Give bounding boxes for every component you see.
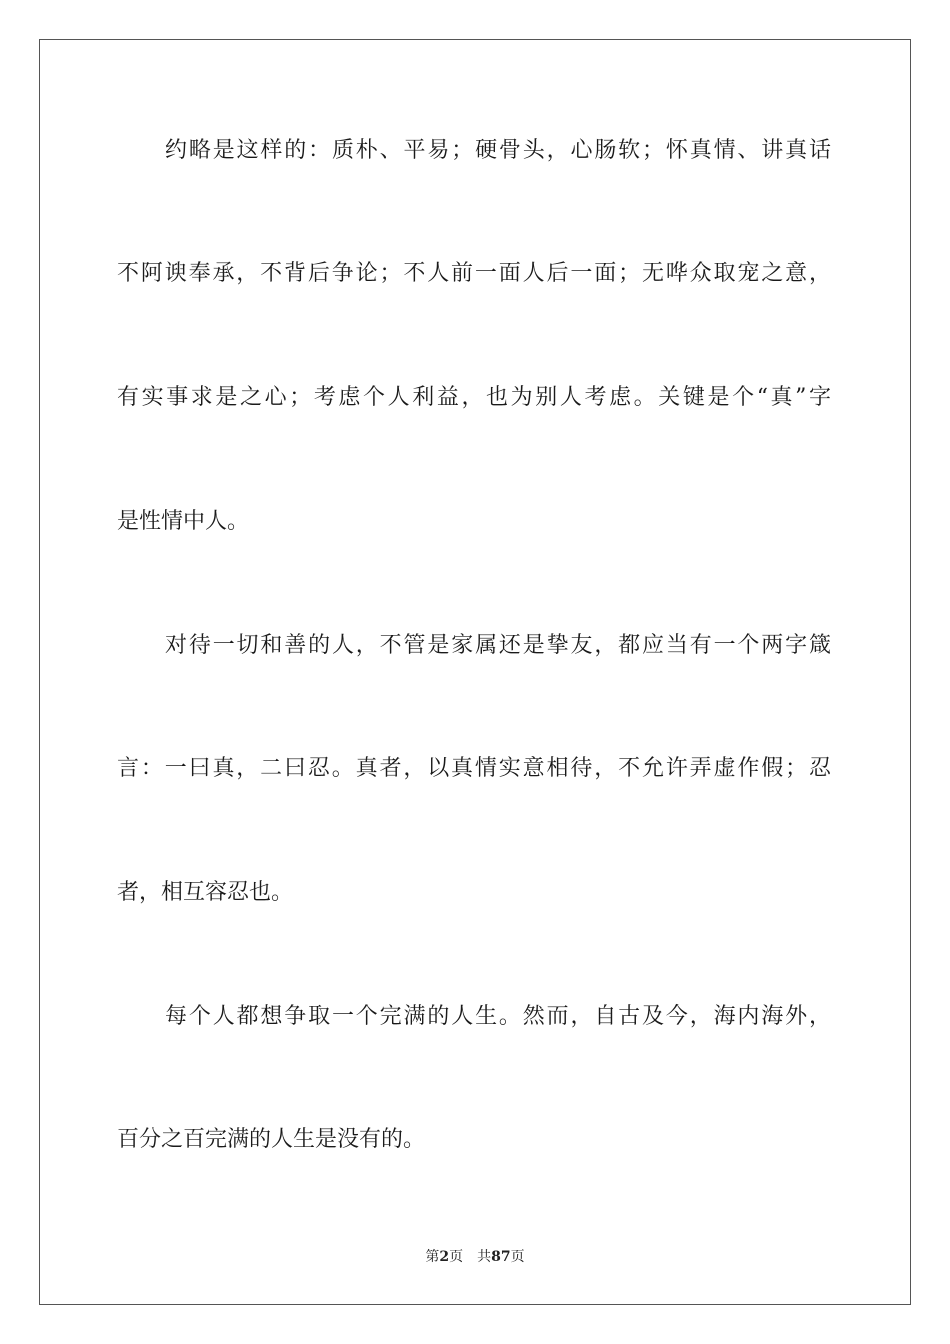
footer-page-prefix: 第 <box>425 1249 440 1265</box>
paragraph-2-line-3: 者，相互容忍也。 <box>117 880 294 905</box>
footer-page-suffix: 页 <box>449 1249 464 1265</box>
paragraph-3-line-2: 百分之百完满的人生是没有的。 <box>117 1127 426 1152</box>
paragraph-1-line-1: 约略是这样的：质朴、平易；硬骨头，心肠软；怀真情、讲真话 <box>165 138 831 163</box>
paragraph-1-line-2: 不阿谀奉承，不背后争论；不人前一面人后一面；无哗众取宠之意， <box>117 261 831 286</box>
page-border <box>39 39 911 1305</box>
paragraph-3-line-1: 每个人都想争取一个完满的人生。然而，自古及今，海内海外， <box>165 1004 831 1029</box>
paragraph-2-line-2: 言：一曰真，二曰忍。真者，以真情实意相待，不允许弄虚作假；忍 <box>117 756 831 781</box>
footer-total-pages: 87 <box>491 1249 511 1265</box>
footer-page-number: 2 <box>439 1249 450 1265</box>
footer-total-prefix: 共 <box>477 1249 492 1265</box>
paragraph-2-line-1: 对待一切和善的人，不管是家属还是挚友，都应当有一个两字箴 <box>165 633 831 658</box>
paragraph-1-line-4: 是性情中人。 <box>117 509 250 534</box>
page-footer <box>0 1247 950 1267</box>
footer-total-suffix: 页 <box>510 1249 525 1265</box>
paragraph-1-line-3: 有实事求是之心；考虑个人利益，也为别人考虑。关键是个“真”字 <box>117 385 831 410</box>
